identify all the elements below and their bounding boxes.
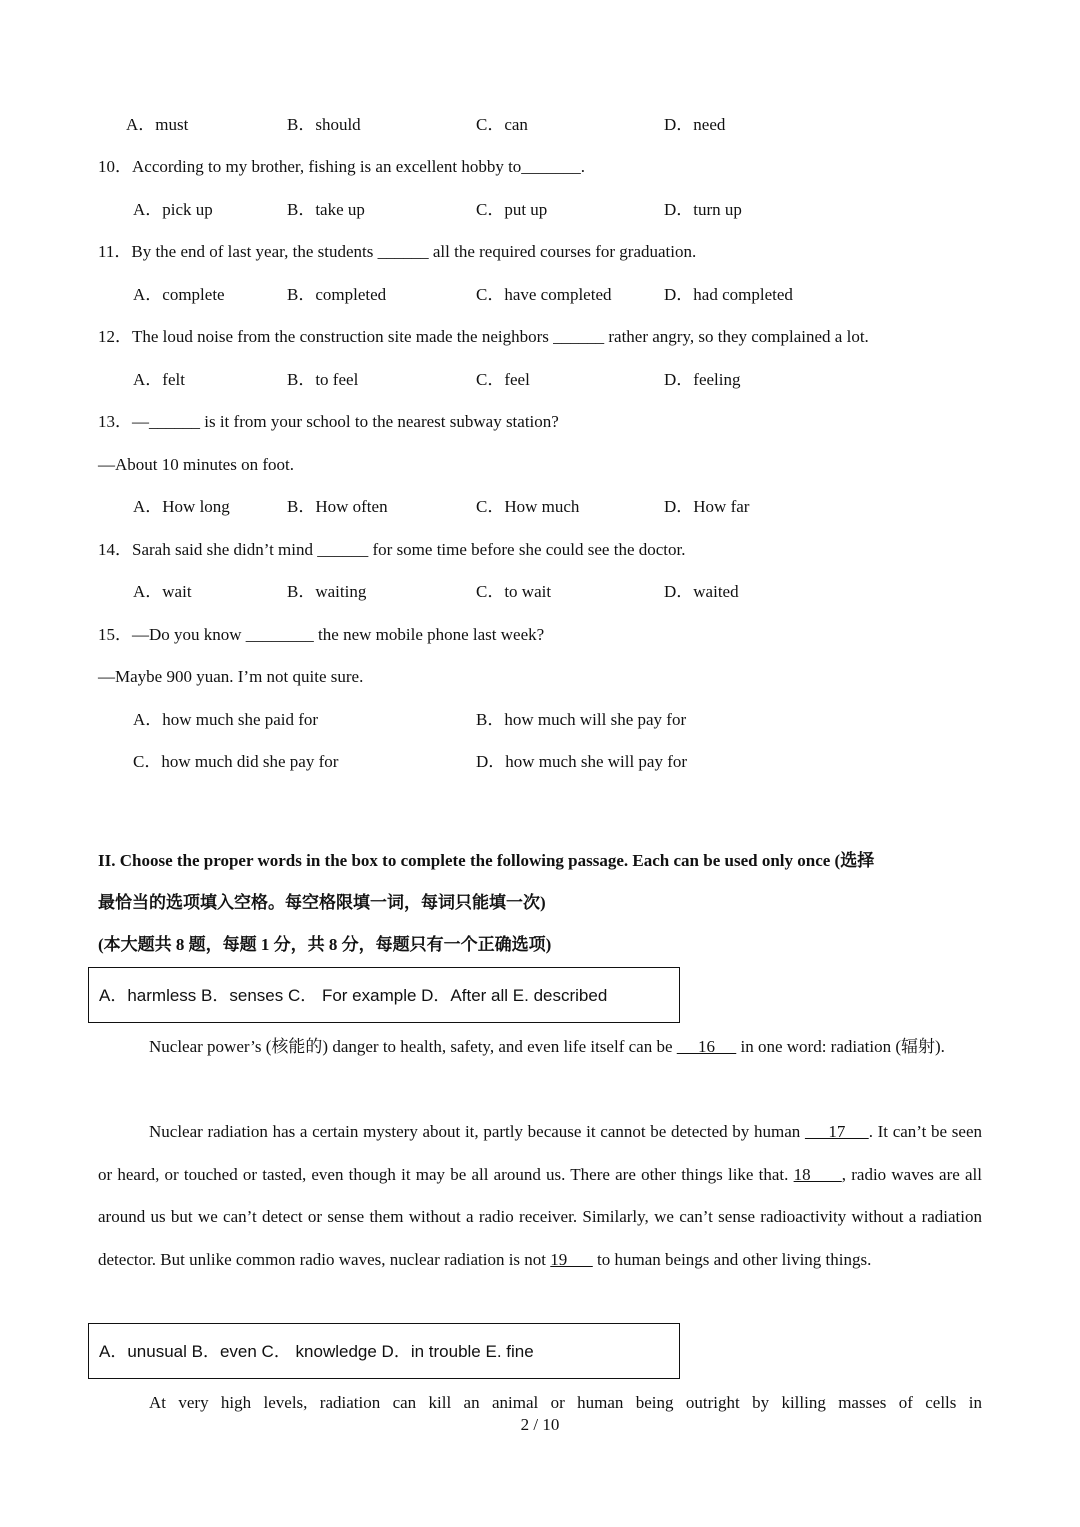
section2-heading-cont: 最恰当的选项填入空格。每空格限填一词，每词只能填一次)	[98, 893, 546, 912]
q11-option-a: A．complete	[133, 285, 225, 304]
q12-option-d: D．feeling	[664, 370, 741, 389]
q10-option-c: C．put up	[476, 200, 548, 219]
q9-option-b: B．should	[287, 115, 361, 134]
q14-option-b: B．waiting	[287, 582, 367, 601]
q11-option-d: D．had completed	[664, 285, 793, 304]
blank-17: 17	[804, 1122, 869, 1141]
q9-option-d: D．need	[664, 115, 726, 134]
q14-option-d: D．waited	[664, 582, 739, 601]
section2-heading: II. Choose the proper words in the box to complete the following passage. Each can be used only once (选择	[98, 851, 875, 870]
q15-option-b: B．how much will she pay for	[476, 710, 687, 729]
q14-option-c: C．to wait	[476, 582, 552, 601]
word-box-1: A．harmless B．senses C． For example D．After all E. described	[88, 967, 680, 1023]
section2-instructions: (本大题共 8 题，每题 1 分，共 8 分，每题只有一个正确选项)	[98, 935, 552, 954]
q13-reply: —About 10 minutes on foot.	[98, 455, 294, 474]
q15-option-a: A．how much she paid for	[133, 710, 319, 729]
q12-option-b: B．to feel	[287, 370, 359, 389]
q12-option-c: C．feel	[476, 370, 530, 389]
q15-option-d: D．how much she will pay for	[476, 752, 688, 771]
q10-option-d: D．turn up	[664, 200, 742, 219]
word-box-2: A．unusual B．even C． knowledge D．in trouble E. fine	[88, 1323, 680, 1379]
q13-option-d: D．How far	[664, 497, 750, 516]
q9-option-a: A．must	[126, 115, 189, 134]
q11-stem: 11．By the end of last year, the students ______ all the required courses for graduation.	[98, 242, 697, 261]
blank-19: 19	[550, 1249, 593, 1269]
q13-option-a: A．How long	[133, 497, 230, 516]
q15-option-c: C．how much did she pay for	[133, 752, 339, 771]
q9-option-c: C．can	[476, 115, 528, 134]
blank-18: 18	[793, 1164, 842, 1184]
passage-paragraph-2: Nuclear radiation has a certain mystery about it, partly because it cannot be detected by human 17 . It can’t be seen or heard, or touched or tasted, even though it may be all around us. There are other things like that. 18 , radio waves are all around us but we can’t detect or sense them without a radio receiver. Similarly, we can’t sense radioactivity without a radiation detector. But unlike common radio waves, nuclear radiation is not 19 to human beings and other living things.	[98, 1122, 982, 1269]
q10-stem: 10．According to my brother, fishing is an excellent hobby to_______.	[98, 157, 586, 176]
blank-16: 16	[676, 1037, 737, 1056]
q14-option-a: A．wait	[133, 582, 192, 601]
q10-option-a: A．pick up	[133, 200, 213, 219]
passage-paragraph-1: Nuclear power’s (核能的) danger to health, safety, and even life itself can be 16 in one word: radiation (辐射).	[149, 1037, 945, 1056]
q15-reply: —Maybe 900 yuan. I’m not quite sure.	[98, 667, 364, 686]
page-number: 2 / 10	[520, 1415, 560, 1434]
q13-option-b: B．How often	[287, 497, 388, 516]
q13-option-c: C．How much	[476, 497, 580, 516]
q15-stem: 15．—Do you know ________ the new mobile phone last week?	[98, 625, 545, 644]
q14-stem: 14．Sarah said she didn’t mind ______ for some time before she could see the doctor.	[98, 540, 686, 559]
q12-option-a: A．felt	[133, 370, 185, 389]
q12-stem: 12．The loud noise from the construction site made the neighbors ______ rather angry, so they complained a lot.	[98, 327, 869, 346]
q11-option-c: C．have completed	[476, 285, 612, 304]
q11-option-b: B．completed	[287, 285, 387, 304]
q10-option-b: B．take up	[287, 200, 365, 219]
passage-paragraph-3: At very high levels, radiation can kill an animal or human being outright by killing masses of cells in	[149, 1393, 982, 1412]
q13-stem: 13．—______ is it from your school to the nearest subway station?	[98, 412, 559, 431]
